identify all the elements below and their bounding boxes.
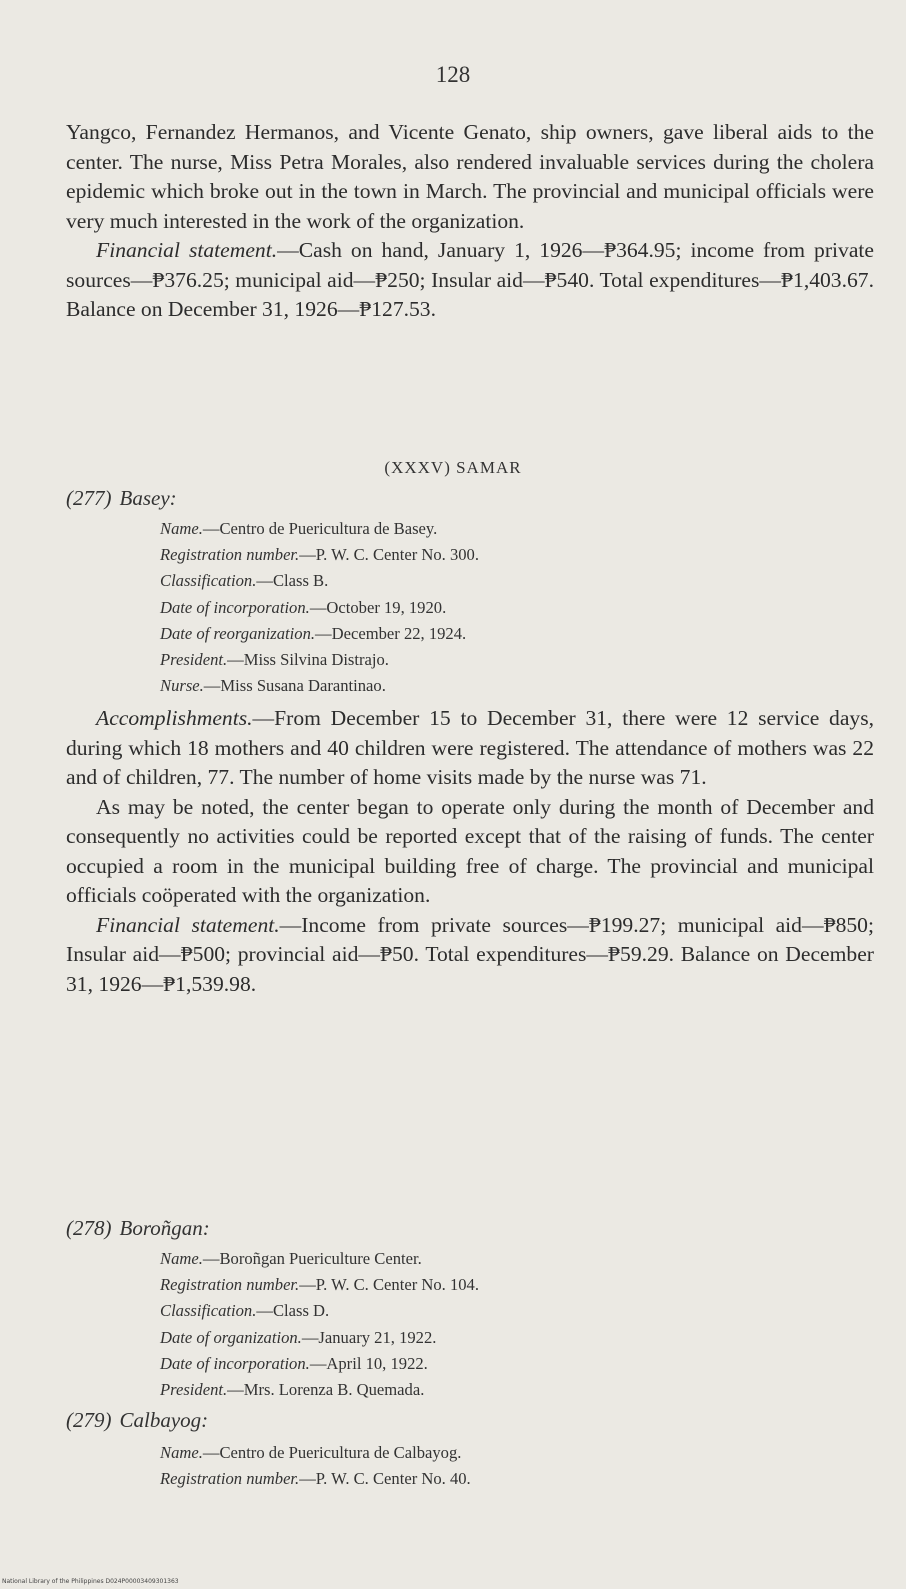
section-heading: (XXXV) SAMAR	[384, 458, 522, 477]
detail-line	[160, 1466, 780, 1492]
detail-line	[160, 673, 780, 699]
entry-heading-basey	[66, 486, 177, 511]
page-number: 128	[435, 62, 471, 87]
accomplishments-label: Accomplishments.	[96, 706, 253, 730]
detail-label: Date of incorporation.	[160, 1353, 310, 1373]
footer-note: National Library of the Philippines D024P00003409301363	[2, 1578, 179, 1585]
detail-line	[160, 1272, 780, 1298]
detail-value: —Centro de Puericultura de Basey.	[202, 519, 438, 538]
financial-statement-text: —Income from private sources—₱199.27; municipal aid—₱850; Insular aid—₱500; provincial aid—₱50. Total expenditures—₱59.29. Balance on December 31, 1926—₱1,539.98.	[66, 912, 874, 996]
detail-line	[160, 1351, 780, 1377]
detail-line	[160, 1246, 780, 1272]
detail-label: Name.	[160, 1249, 203, 1268]
entry-number: (277)	[66, 486, 112, 510]
financial-statement-label: Financial statement.	[96, 238, 278, 262]
basey-paragraph-2: As may be noted, the center began to operate only during the month of December and consequently no activities could be reported except that of the raising of funds. The center occupied a room in the municipal building free of charge. The provincial and municipal officials coöperated with the organization.	[66, 794, 874, 907]
entry-place: Basey:	[119, 486, 177, 510]
accomplishments-text: —From December 15 to December 31, there were 12 service days, during which 18 mothers and 40 children were registered. The attendance of mothers was 22 and of children, 77. The number of home visits made by the nurse was 71.	[66, 706, 874, 789]
entry-number: (278)	[66, 1216, 112, 1240]
detail-value: —Miss Susana Darantinao.	[203, 676, 386, 696]
detail-label: Registration number.	[160, 1469, 300, 1489]
detail-value: —Boroñgan Puericulture Center.	[202, 1249, 422, 1268]
entry-place: Calbayog:	[119, 1408, 209, 1432]
detail-line	[160, 1377, 780, 1403]
detail-value: —December 22, 1924.	[315, 623, 467, 643]
detail-value: —Class B.	[256, 571, 329, 591]
detail-label: Date of organization.	[160, 1327, 302, 1347]
detail-label: President.	[160, 1380, 228, 1400]
detail-label: Name.	[160, 1443, 203, 1462]
detail-value: —Centro de Puericultura de Calbayog.	[202, 1443, 462, 1462]
intro-block	[66, 118, 874, 325]
financial-statement-paragraph	[66, 911, 874, 1000]
detail-value: —Class D.	[256, 1301, 330, 1321]
entry-heading-calbayog	[66, 1408, 208, 1433]
detail-line	[160, 1440, 780, 1466]
entry-place: Boroñgan:	[119, 1216, 210, 1240]
financial-statement-text: —Cash on hand, January 1, 1926—₱364.95; income from private sources—₱376.25; municipal aid—₱250; Insular aid—₱540. Total expenditures—₱1,403.67. Balance on December 31, 1926—₱127.53.	[66, 238, 874, 321]
entry-number: (279)	[66, 1408, 112, 1432]
basey-details	[160, 516, 780, 699]
detail-line	[160, 516, 780, 542]
detail-label: Registration number.	[160, 545, 300, 565]
entry-heading-borongan	[66, 1216, 210, 1241]
financial-statement-paragraph	[66, 236, 874, 325]
detail-label: Date of reorganization.	[160, 623, 316, 643]
detail-value: —April 10, 1922.	[309, 1353, 428, 1373]
detail-line	[160, 542, 780, 568]
intro-paragraph: Yangco, Fernandez Hermanos, and Vicente Genato, ship owners, gave liberal aids to the center. The nurse, Miss Petra Morales, also rendered invaluable services during the cholera epidemic which broke out in the town in March. The provincial and municipal officials were very much interested in the work of the organization.	[66, 120, 874, 233]
detail-line	[160, 595, 780, 621]
detail-label: Classification.	[160, 1301, 257, 1321]
detail-label: Registration number.	[160, 1275, 300, 1295]
detail-line	[160, 1298, 780, 1324]
detail-value: —Miss Silvina Distrajo.	[227, 650, 389, 670]
borongan-details	[160, 1246, 780, 1403]
detail-label: Name.	[160, 519, 203, 538]
detail-value: —Mrs. Lorenza B. Quemada.	[227, 1380, 425, 1400]
detail-label: Nurse.	[160, 676, 204, 696]
calbayog-details	[160, 1440, 780, 1492]
accomplishments-paragraph	[66, 704, 874, 793]
detail-value: —October 19, 1920.	[309, 597, 447, 617]
detail-label: President.	[160, 650, 228, 670]
detail-label: Date of incorporation.	[160, 597, 310, 617]
detail-value: —P. W. C. Center No. 300.	[299, 545, 479, 565]
basey-body	[66, 704, 874, 999]
detail-line	[160, 568, 780, 594]
financial-statement-label: Financial statement.	[96, 912, 280, 937]
detail-value: —January 21, 1922.	[301, 1327, 437, 1347]
detail-line	[160, 647, 780, 673]
detail-label: Classification.	[160, 571, 257, 591]
detail-line	[160, 1325, 780, 1351]
detail-value: —P. W. C. Center No. 40.	[299, 1469, 471, 1489]
detail-line	[160, 621, 780, 647]
detail-value: —P. W. C. Center No. 104.	[299, 1275, 479, 1295]
